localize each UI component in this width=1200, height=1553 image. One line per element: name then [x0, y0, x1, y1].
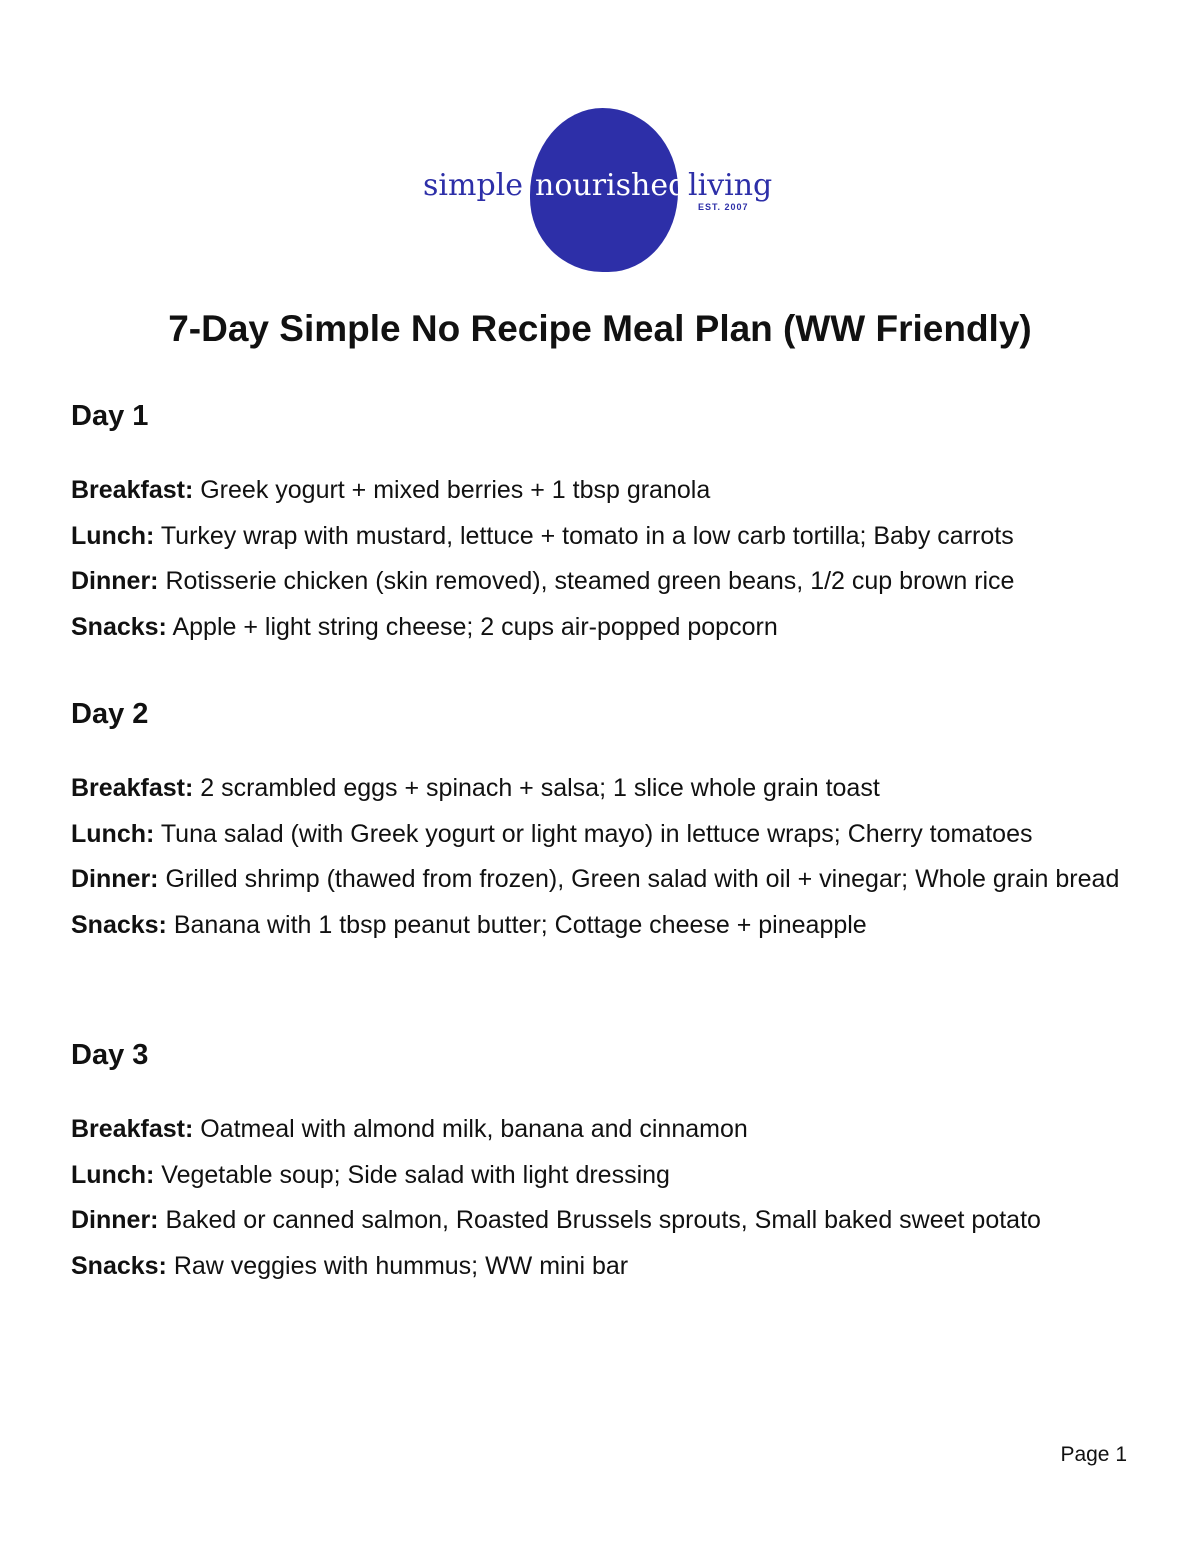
meal-text: Apple + light string cheese; 2 cups air-popped popcorn: [172, 612, 778, 641]
meal-snacks: [71, 1244, 1151, 1290]
document-title: 7-Day Simple No Recipe Meal Plan (WW Friendly): [168, 308, 1032, 349]
meal-lunch: [71, 812, 1151, 858]
meal-text: Vegetable soup; Side salad with light dressing: [161, 1160, 670, 1189]
meal-text: Oatmeal with almond milk, banana and cinnamon: [200, 1115, 748, 1143]
logo-word-simple: simple: [423, 168, 523, 203]
meal-text: Greek yogurt + mixed berries + 1 tbsp granola: [200, 476, 711, 504]
meal-dinner: [71, 559, 1151, 605]
meal-label: Lunch:: [71, 521, 155, 550]
meal-breakfast: [71, 468, 1151, 514]
day-3-section: [71, 1037, 1151, 1289]
meal-label: Breakfast:: [71, 476, 194, 504]
meal-snacks: [71, 605, 1151, 651]
logo-established: EST. 2007: [698, 202, 749, 212]
meal-label: Lunch:: [71, 1160, 155, 1189]
meal-text: Turkey wrap with mustard, lettuce + tomato in a low carb tortilla; Baby carrots: [160, 521, 1014, 550]
logo-word-living: living: [688, 168, 773, 203]
meal-breakfast: [71, 1107, 1151, 1153]
meal-dinner: [71, 857, 1151, 903]
meal-text: Raw veggies with hummus; WW mini bar: [173, 1251, 629, 1280]
day-heading: Day 1: [71, 400, 149, 432]
meal-label: Dinner:: [71, 1206, 159, 1234]
day-1-section: [71, 398, 1151, 650]
meal-text: 2 scrambled eggs + spinach + salsa; 1 slice whole grain toast: [200, 774, 880, 802]
page-number: Page 1: [1060, 1443, 1127, 1466]
logo-word-nourished: nourished: [535, 168, 688, 203]
meal-label: Dinner:: [71, 865, 159, 893]
meal-breakfast: [71, 766, 1151, 812]
meal-text: Banana with 1 tbsp peanut butter; Cottage cheese + pineapple: [173, 910, 867, 939]
meal-dinner: [71, 1198, 1151, 1244]
meal-text: Grilled shrimp (thawed from frozen), Green salad with oil + vinegar; Whole grain bread: [165, 865, 1120, 893]
meal-label: Snacks:: [71, 612, 167, 641]
meal-text: Tuna salad (with Greek yogurt or light mayo) in lettuce wraps; Cherry tomatoes: [160, 819, 1033, 848]
meal-label: Snacks:: [71, 1251, 167, 1280]
meal-label: Snacks:: [71, 910, 167, 939]
day-heading: Day 2: [71, 698, 149, 730]
meal-label: Breakfast:: [71, 774, 194, 802]
meal-snacks: [71, 903, 1151, 949]
meal-lunch: [71, 514, 1151, 560]
meal-label: Lunch:: [71, 819, 155, 848]
day-2-section: [71, 696, 1151, 948]
meal-text: Rotisserie chicken (skin removed), steamed green beans, 1/2 cup brown rice: [165, 567, 1015, 595]
day-heading: Day 3: [71, 1039, 149, 1071]
brand-logo: [420, 108, 780, 274]
meal-text: Baked or canned salmon, Roasted Brussels sprouts, Small baked sweet potato: [165, 1206, 1041, 1234]
meal-label: Dinner:: [71, 567, 159, 595]
meal-label: Breakfast:: [71, 1115, 194, 1143]
meal-lunch: [71, 1153, 1151, 1199]
